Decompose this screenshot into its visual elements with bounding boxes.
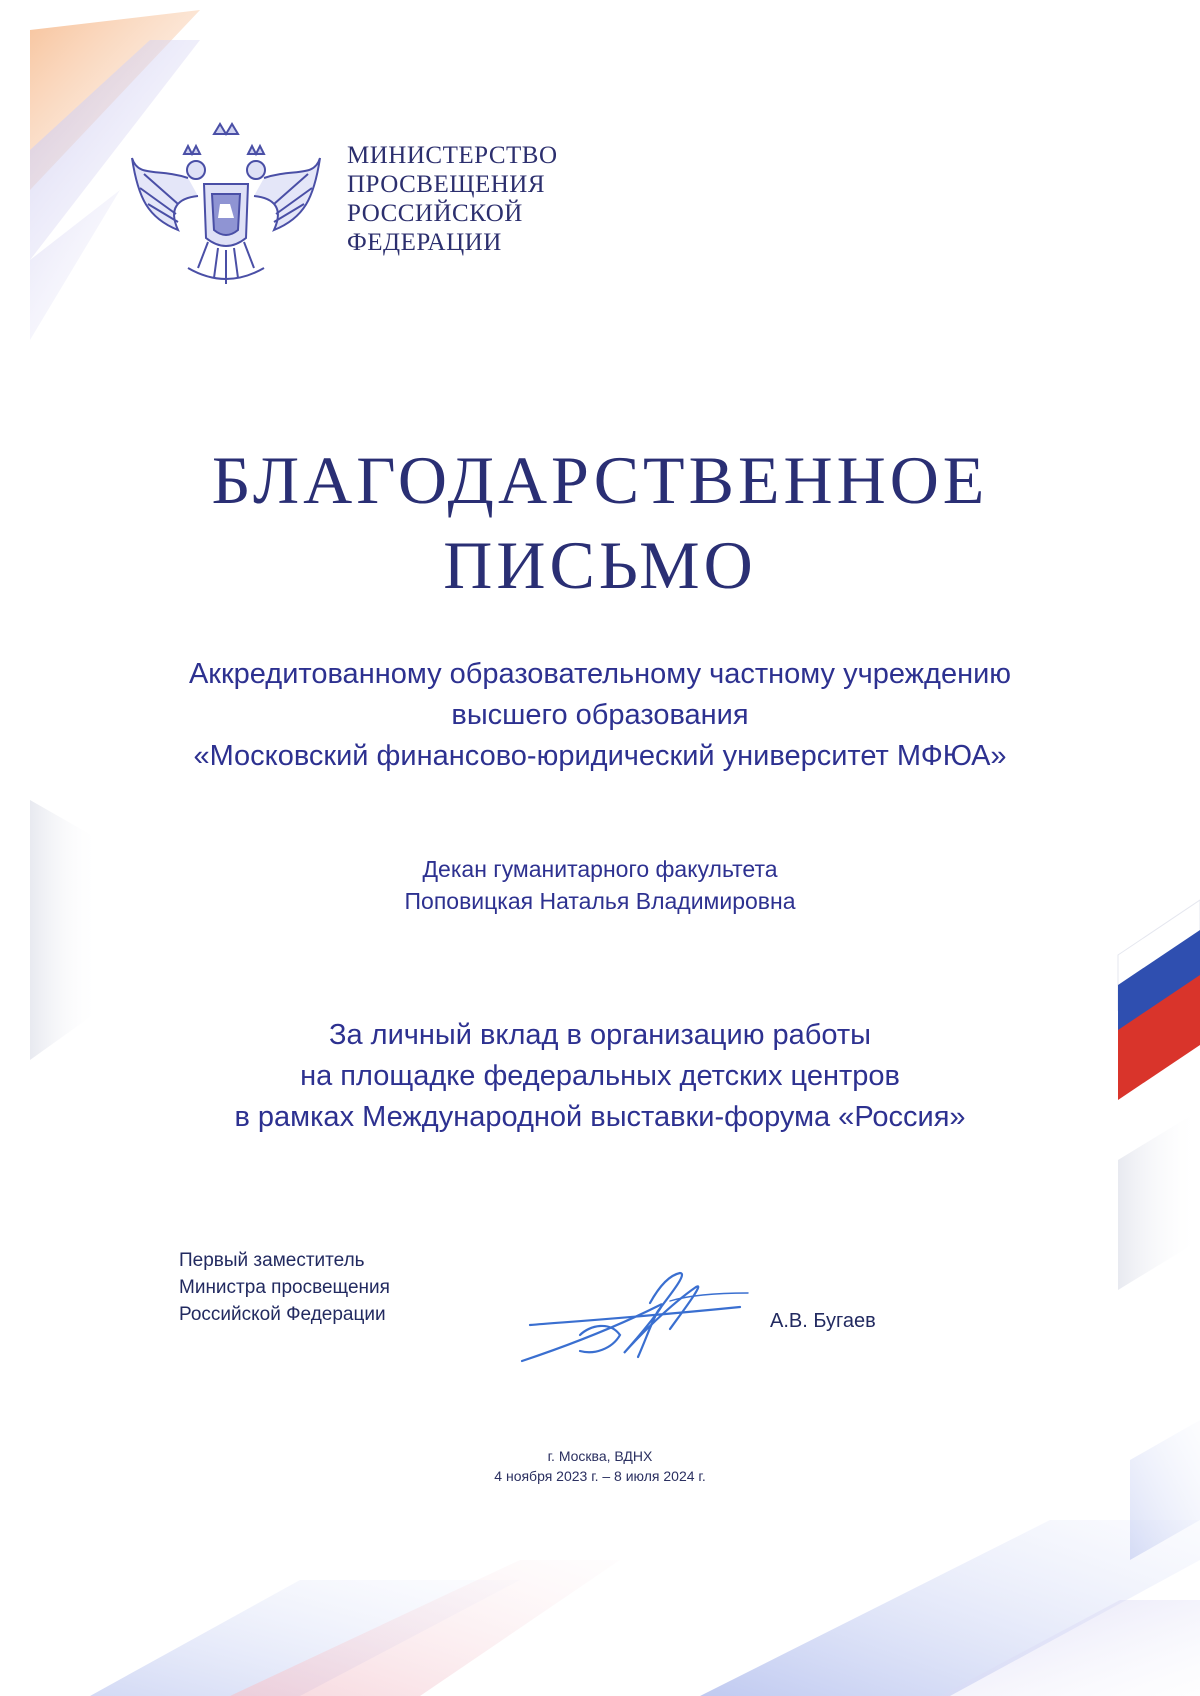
document-title-line-1: БЛАГОДАРСТВЕННОЕ: [211, 442, 989, 518]
recipient-line: «Московский финансово-юридический университет МФЮА»: [193, 740, 1007, 772]
person-position: Декан гуманитарного факультета: [422, 856, 778, 882]
reason-line: За личный вклад в организацию работы: [328, 1019, 872, 1051]
handwritten-signature: [520, 1265, 760, 1375]
double-headed-eagle-emblem-icon: [128, 118, 324, 290]
signatory-title: [179, 1247, 390, 1328]
reason-line: в рамках Международной выставки-форума «Россия»: [234, 1101, 966, 1133]
signatory-title-line: Министра просвещения: [179, 1277, 390, 1298]
signatory-title-line: Первый заместитель: [179, 1250, 365, 1271]
ministry-name-line: ФЕДЕРАЦИИ: [347, 229, 502, 256]
ministry-name-line: ПРОСВЕЩЕНИЯ: [347, 171, 546, 198]
person-name: Поповицкая Наталья Владимировна: [404, 888, 796, 914]
recipient-line: Аккредитованному образовательному частному учреждению: [188, 658, 1012, 690]
ministry-name: [347, 141, 558, 257]
recipient-person: [0, 853, 1200, 917]
signatory-name: А.В. Бугаев: [770, 1310, 876, 1332]
ministry-name-line: МИНИСТЕРСТВО: [347, 142, 558, 169]
recipient-line: высшего образования: [451, 699, 749, 731]
signatory-title-line: Российской Федерации: [179, 1304, 386, 1325]
event-location: г. Москва, ВДНХ: [547, 1448, 653, 1464]
recipient-organization: [0, 654, 1200, 777]
award-reason: [0, 1015, 1200, 1138]
reason-line: на площадке федеральных детских центров: [300, 1060, 900, 1092]
ministry-name-line: РОССИЙСКОЙ: [347, 200, 523, 227]
event-dates: 4 ноября 2023 г. – 8 июля 2024 г.: [494, 1468, 706, 1484]
place-and-dates: [0, 1446, 1200, 1486]
document-title-line-2: ПИСЬМО: [443, 527, 757, 603]
